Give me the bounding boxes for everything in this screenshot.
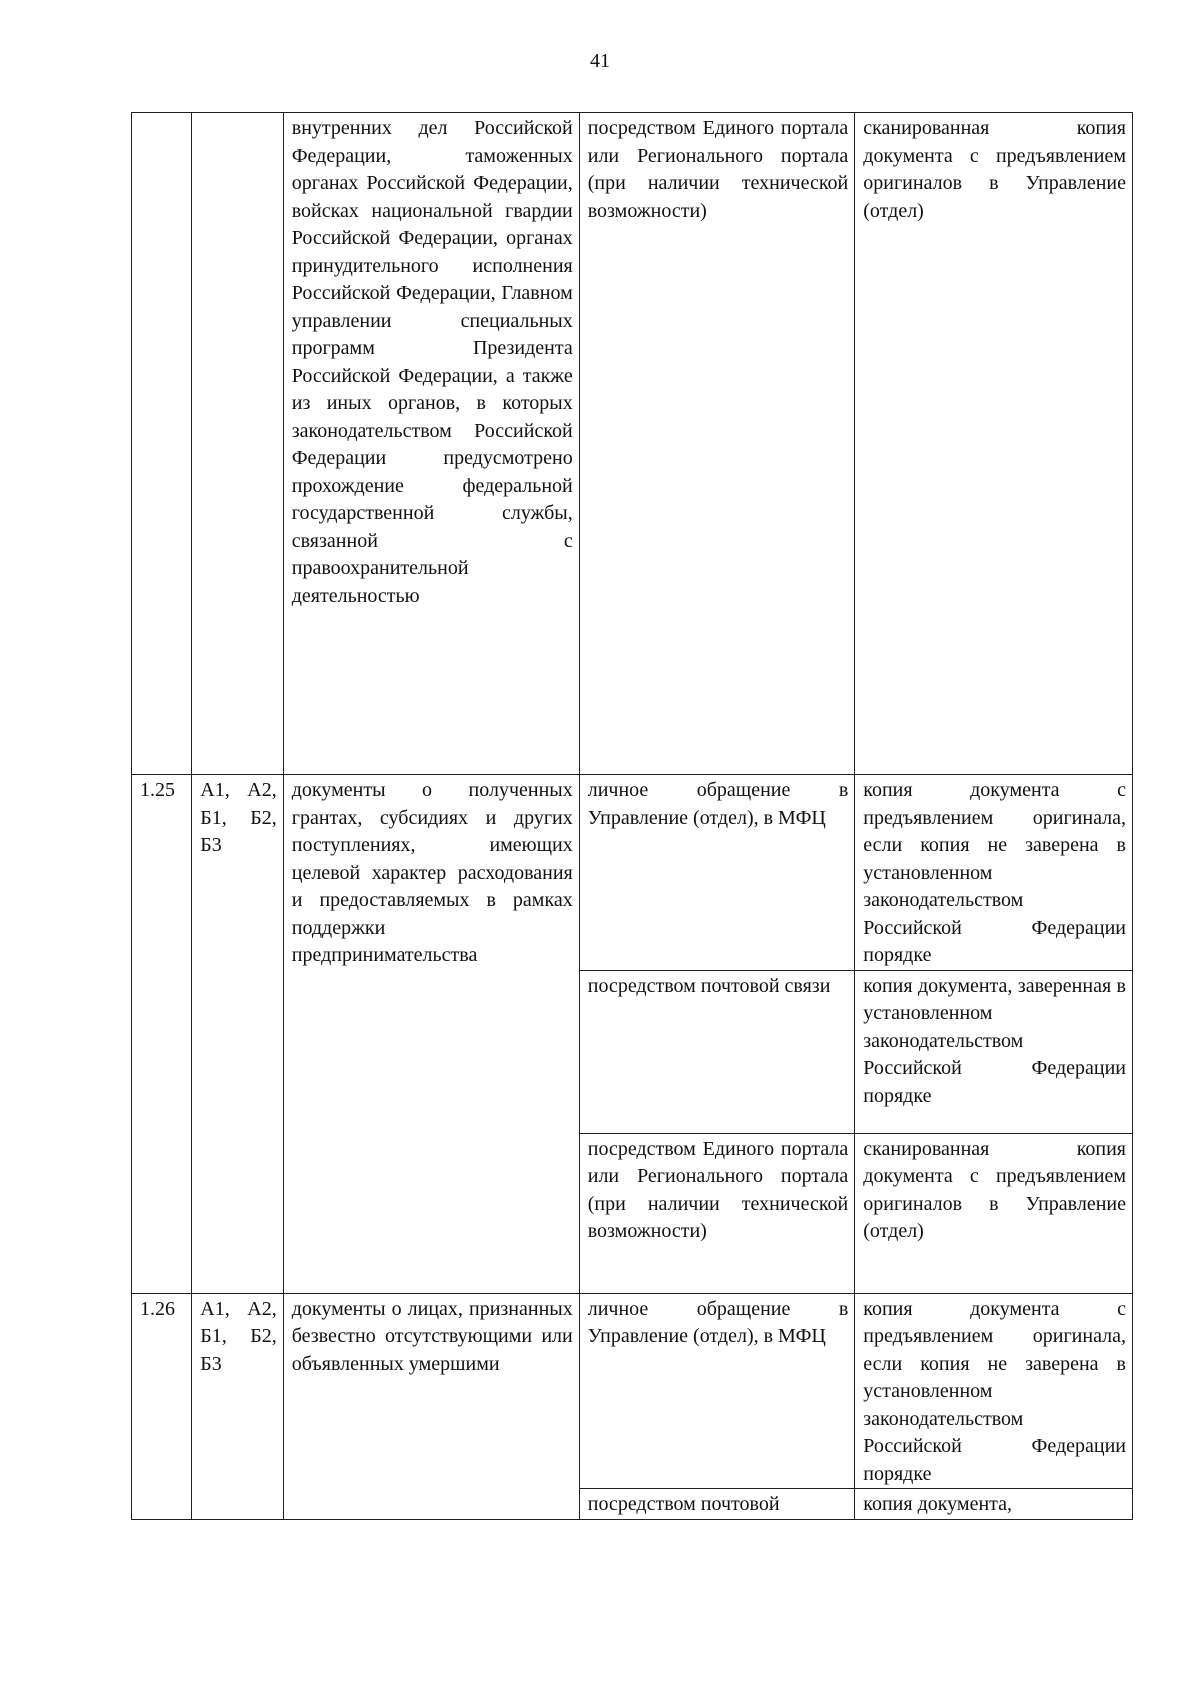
row-number-cell: 1.26 [132, 1293, 192, 1519]
form-cell: сканированная копия документа с предъявлением оригиналов в Управление (отдел) [855, 113, 1133, 775]
document-cell: документы о лицах, признанных безвестно отсутствующими или объявленных умершими [283, 1293, 579, 1519]
category-cell [192, 113, 283, 775]
method-cell: посредством Единого портала или Регионального портала (при наличии технической возможности) [579, 113, 855, 775]
row-number-cell: 1.25 [132, 775, 192, 1294]
form-cell: копия документа, заверенная в установленном законодательством Российской Федерации порядке [855, 970, 1133, 1133]
table-row [132, 775, 1133, 971]
row-number-cell [132, 113, 192, 775]
form-cell: копия документа, [855, 1489, 1133, 1520]
method-cell: посредством почтовой связи [579, 970, 855, 1133]
form-cell: копия документа с предъявлением оригинала, если копия не заверена в установленном законодательством Российской Федерации порядке [855, 1293, 1133, 1489]
page-number: 41 [590, 50, 610, 72]
category-cell: А1, А2, Б1, Б2, Б3 [192, 775, 283, 1294]
documents-table [131, 112, 1133, 1520]
method-cell: посредством почтовой [579, 1489, 855, 1520]
method-cell: посредством Единого портала или Регионального портала (при наличии технической возможности) [579, 1133, 855, 1293]
method-cell: личное обращение в Управление (отдел), в МФЦ [579, 775, 855, 971]
form-cell: копия документа с предъявлением оригинала, если копия не заверена в установленном законодательством Российской Федерации порядке [855, 775, 1133, 971]
category-cell: А1, А2, Б1, Б2, Б3 [192, 1293, 283, 1519]
table-row [132, 113, 1133, 775]
table-row [132, 1293, 1133, 1489]
form-cell: сканированная копия документа с предъявлением оригиналов в Управление (отдел) [855, 1133, 1133, 1293]
method-cell: личное обращение в Управление (отдел), в МФЦ [579, 1293, 855, 1489]
document-cell: внутренних дел Российской Федерации, таможенных органах Российской Федерации, войсках национальной гвардии Российской Федерации, органах принудительного исполнения Российской Федерации, Главном управлении специальных программ Президента Российской Федерации, а также из иных органов, в которых законодательством Российской Федерации предусмотрено прохождение федеральной государственной службы, связанной с правоохранительной деятельностью [283, 113, 579, 775]
document-cell: документы о полученных грантах, субсидиях и других поступлениях, имеющих целевой характер расходования и предоставляемых в рамках поддержки предпринимательства [283, 775, 579, 1294]
